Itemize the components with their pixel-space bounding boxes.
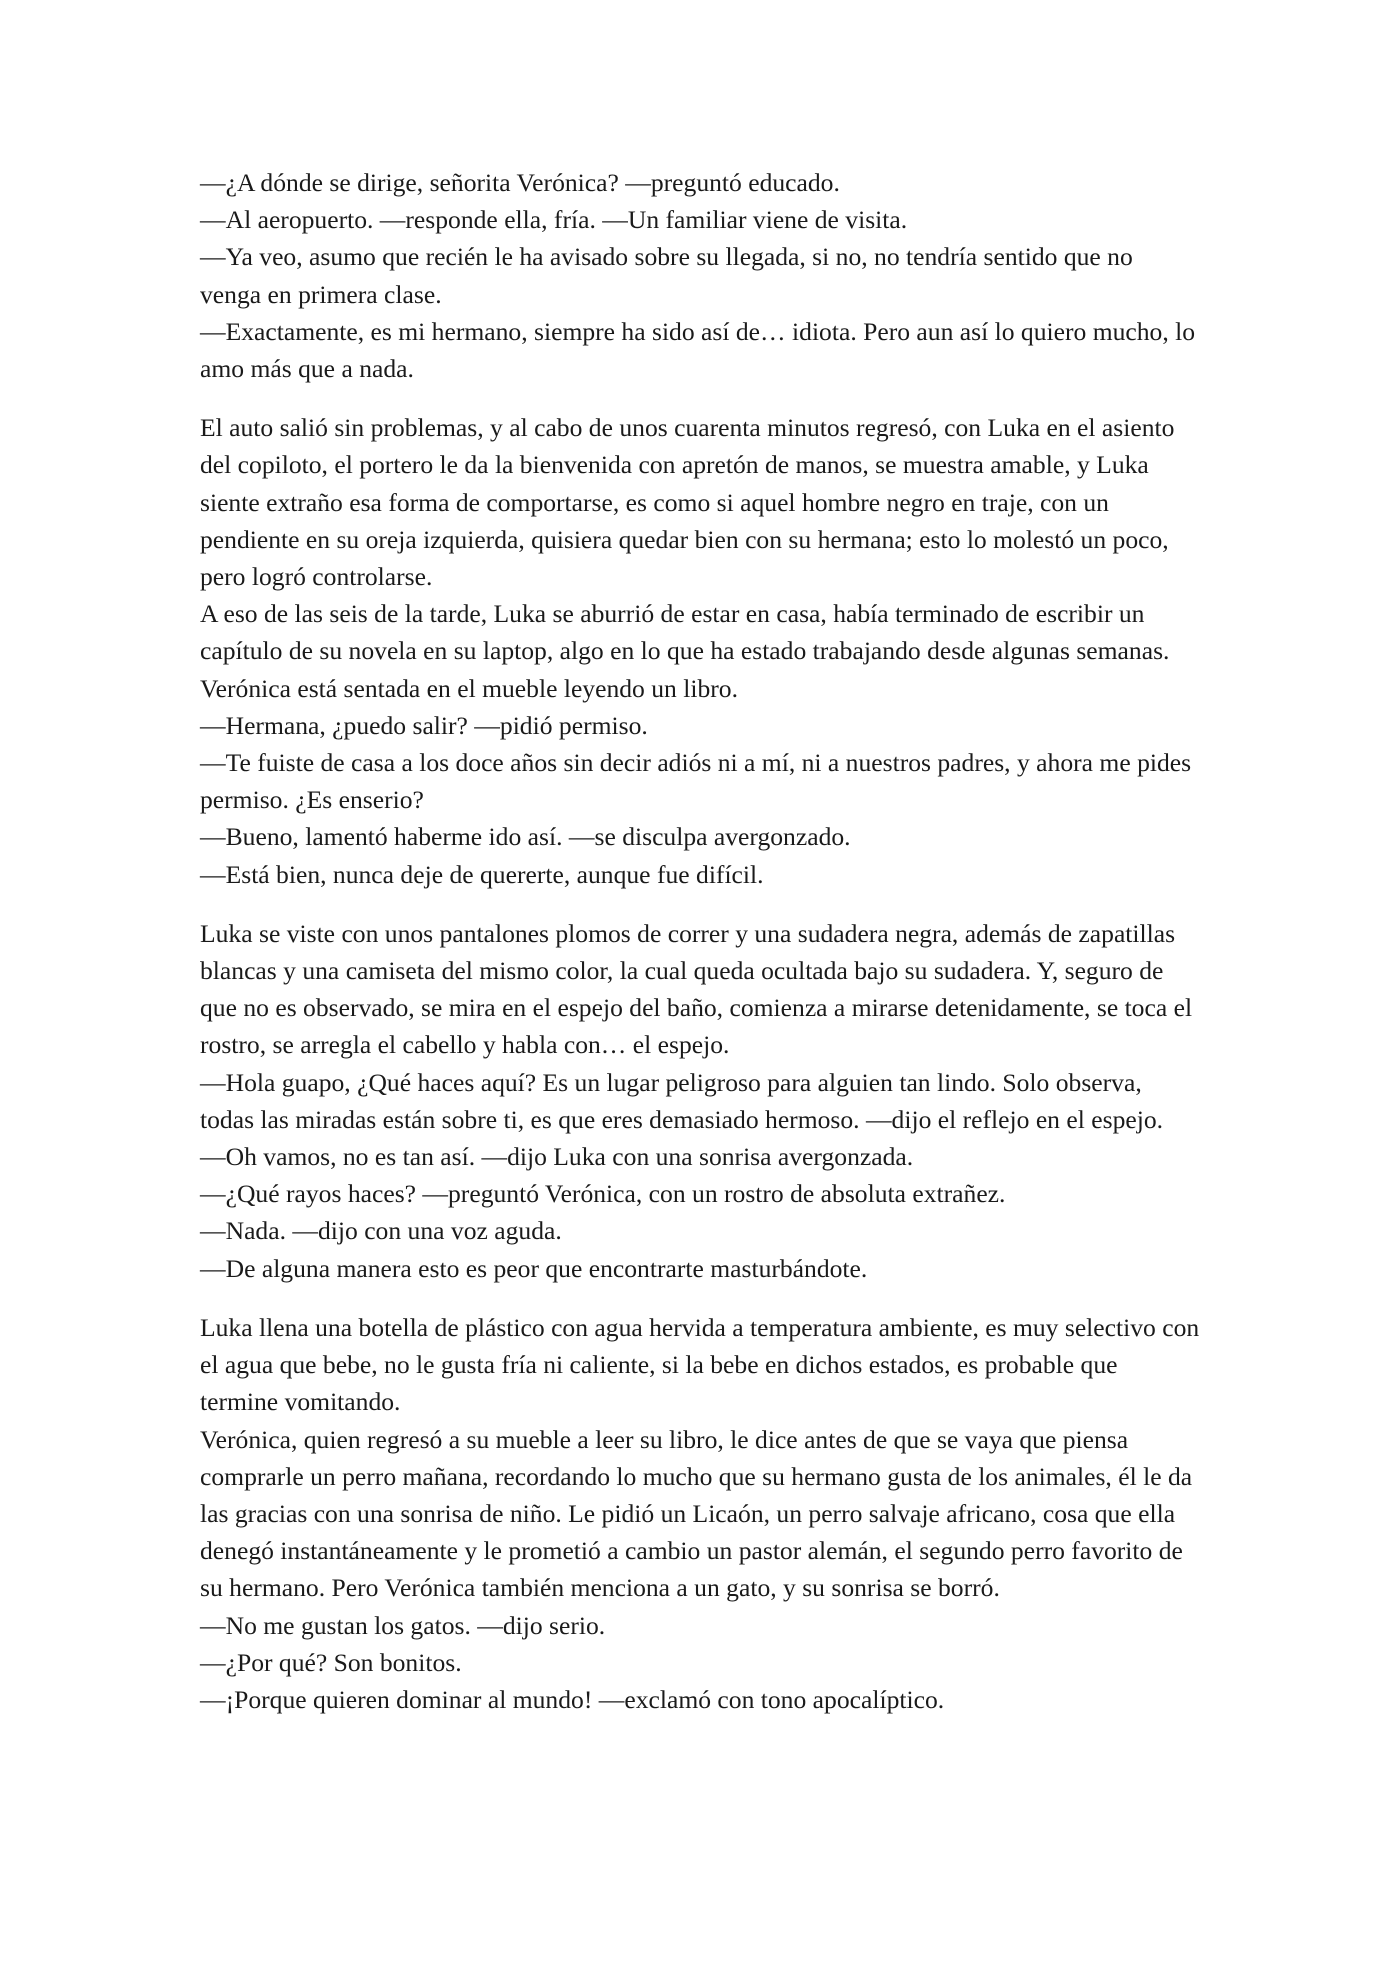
paragraph: —Bueno, lamentó haberme ido así. —se disculpa avergonzado.: [200, 822, 851, 852]
paragraph: —Oh vamos, no es tan así. —dijo Luka con una sonrisa avergonzada.: [200, 1142, 914, 1172]
paragraph: —Te fuiste de casa a los doce años sin decir adiós ni a mí, ni a nuestros padres, y ahora me pides permiso. ¿Es enserio?: [200, 748, 1192, 815]
paragraph: —¿A dónde se dirige, señorita Verónica? —preguntó educado.: [200, 168, 840, 197]
paragraph: —Hola guapo, ¿Qué haces aquí? Es un lugar peligroso para alguien tan lindo. Solo observa, todas las miradas están sobre ti, es que eres demasiado hermoso. —dijo el reflejo en el espejo.: [200, 1067, 1164, 1134]
paragraph: —Al aeropuerto. —responde ella, fría. —Un familiar viene de visita.: [200, 205, 908, 235]
paragraph: —¿Por qué? Son bonitos.: [200, 1647, 462, 1677]
paragraph: —No me gustan los gatos. —dijo serio.: [200, 1610, 606, 1640]
body-text: [200, 164, 1200, 1718]
paragraph: A eso de las seis de la tarde, Luka se aburrió de estar en casa, había terminado de escribir un capítulo de su novela en su laptop, algo en lo que ha estado trabajando desde algunas semanas. Verónica está sentada en el mueble leyendo un libro.: [200, 599, 1170, 703]
paragraph: —Ya veo, asumo que recién le ha avisado sobre su llegada, si no, no tendría sentido que no venga en primera clase.: [200, 242, 1133, 309]
paragraph: Luka llena una botella de plástico con agua hervida a temperatura ambiente, es muy selectivo con el agua que bebe, no le gusta fría ni caliente, si la bebe en dichos estados, es probable que termine vomitando.: [200, 1312, 1200, 1417]
paragraph: El auto salió sin problemas, y al cabo de unos cuarenta minutos regresó, con Luka en el asiento del copiloto, el portero le da la bienvenida con apretón de manos, se muestra amable, y Luka siente extraño esa forma de comportarse, es como si aquel hombre negro en traje, con un pendiente en su oreja izquierda, quisiera quedar bien con su hermana; esto lo molestó un poco, pero logró controlarse.: [200, 413, 1175, 592]
paragraph: —Está bien, nunca deje de quererte, aunque fue difícil.: [200, 859, 764, 889]
paragraph: —De alguna manera esto es peor que encontrarte masturbándote.: [200, 1253, 868, 1283]
paragraph: Verónica, quien regresó a su mueble a leer su libro, le dice antes de que se vaya que piensa comprarle un perro mañana, recordando lo mucho que su hermano gusta de los animales, él le da las gracias con una sonrisa de niño. Le pidió un Licaón, un perro salvaje africano, cosa que ella denegó instantáneamente y le prometió a cambio un pastor alemán, el segundo perro favorito de su hermano. Pero Verónica también menciona a un gato, y su sonrisa se borró.: [200, 1424, 1193, 1603]
paragraph: —Exactamente, es mi hermano, siempre ha sido así de… idiota. Pero aun así lo quiero mucho, lo amo más que a nada.: [200, 316, 1196, 384]
paragraph: Luka se viste con unos pantalones plomos de correr y una sudadera negra, además de zapatillas blancas y una camiseta del mismo color, la cual queda ocultada bajo su sudadera. Y, seguro de que no es observado, se mira en el espejo del baño, comienza a mirarse detenidamente, se toca el rostro, se arregla el cabello y habla con… el espejo.: [200, 918, 1193, 1060]
paragraph: —¿Qué rayos haces? —preguntó Verónica, con un rostro de absoluta extrañez.: [200, 1179, 1006, 1209]
paragraph: —Hermana, ¿puedo salir? —pidió permiso.: [200, 710, 648, 740]
paragraph: —Nada. —dijo con una voz aguda.: [200, 1216, 562, 1246]
paragraph: —¡Porque quieren dominar al mundo! —exclamó con tono apocalíptico.: [200, 1684, 945, 1714]
